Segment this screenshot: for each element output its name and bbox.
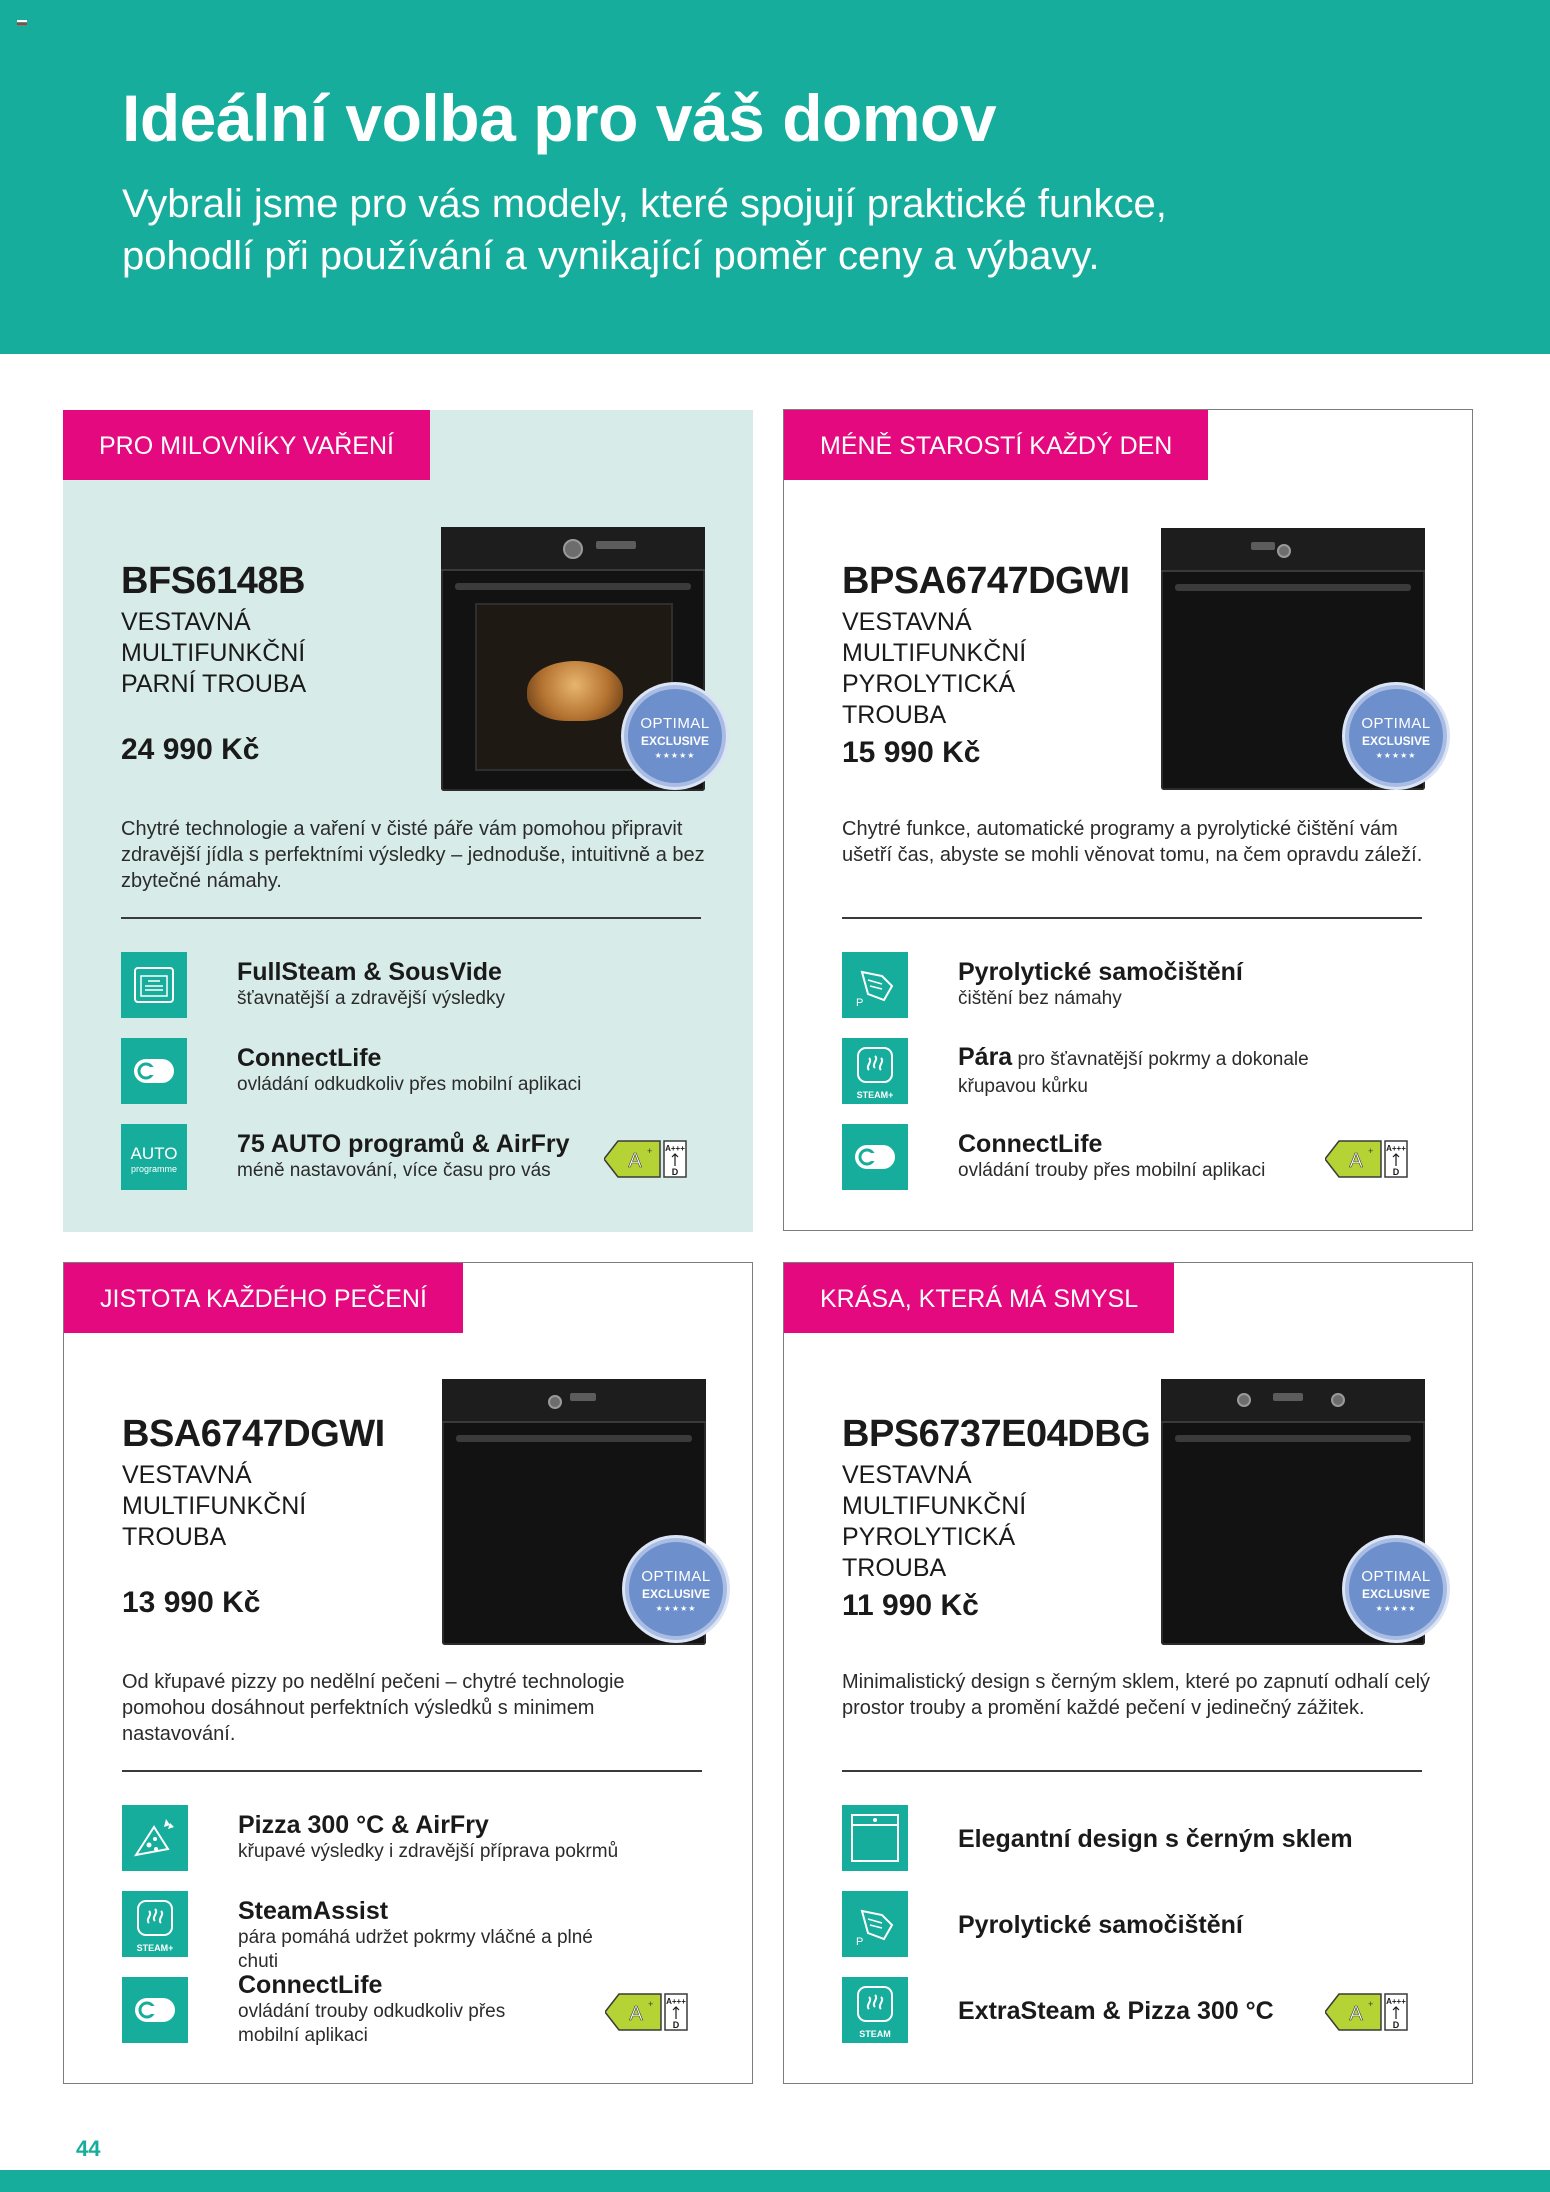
feature-title: Pizza 300 °C & AirFry [238,1811,489,1839]
feature-item [121,1038,721,1106]
badge-line: OPTIMAL [1361,715,1431,732]
feature-title: ConnectLife [237,1044,382,1072]
footer-band [0,2170,1550,2192]
bread-image [527,661,623,721]
card-blurb: Chytré funkce, automatické programy a pyrolytické čištění vám ušetří čas, abyste se mohli věnovat tomu, na čem opravdu záleží. [842,818,1423,866]
optimal-exclusive-badge [624,685,726,787]
energy-grade: A [1349,2003,1363,2025]
energy-scale-top: A+++ [1386,1144,1406,1153]
energy-plus: + [1368,1146,1374,1156]
feature-subtitle: pára pomáhá udržet pokrmy vláčné a plné chuti [238,1927,593,1972]
energy-label-icon [605,1991,689,2033]
desc-line: VESTAVNÁ [122,1461,252,1489]
pizza-fan-icon [122,1805,188,1871]
steam-icon [842,1977,908,2043]
feature-subtitle: křupavé výsledky i zdravější příprava pokrmů [238,1841,619,1862]
badge-line: EXCLUSIVE [1361,1587,1430,1601]
desc-line: MULTIFUNKČNÍ [121,639,306,667]
connectlife-icon [842,1124,908,1190]
desc-line: VESTAVNÁ [842,608,972,636]
page-number: 44 [76,2136,101,2161]
desc-line: VESTAVNÁ [842,1461,972,1489]
badge-line: OPTIMAL [1361,1568,1431,1585]
feature-subtitle: pro šťavnatější pokrmy a dokonale křupavou kůrku [958,1049,1309,1097]
card-tag: MÉNĚ STAROSTÍ KAŽDÝ DEN [784,410,1208,480]
subtitle-line: pohodlí při používání a vynikající poměr ceny a výbavy. [122,234,1100,278]
feature-subtitle: čištění bez námahy [958,988,1122,1009]
card-blurb: Od křupavé pizzy po nedělní pečeni – chytré technologie pomohou dosáhnout perfektních výsledků s minimem nastavování. [122,1671,625,1745]
icon-caption: STEAM+ [136,1943,174,1953]
card-tag: PRO MILOVNÍKY VAŘENÍ [63,410,430,480]
product-description [122,1460,382,1553]
card-tag: KRÁSA, KTERÁ MÁ SMYSL [784,1263,1174,1333]
feature-item [842,1805,1442,1873]
divider [842,1770,1422,1772]
feature-item [842,952,1442,1020]
feature-title: FullSteam & SousVide [237,958,502,986]
badge-line: OPTIMAL [641,1568,711,1585]
model-name: BSA6747DGWI [122,1413,385,1455]
icon-caption: programme [130,1164,177,1174]
auto-programme-icon [121,1124,187,1190]
desc-line: VESTAVNÁ [121,608,251,636]
product-description [842,607,1102,731]
card-blurb: Minimalistický design s černým sklem, které po zapnutí odhalí celý prostor trouby a promění každé pečení v jedinečný zážitek. [842,1671,1431,1719]
energy-label-icon [1325,1991,1409,2033]
steam-plus-icon [842,1038,908,1104]
desc-line: MULTIFUNKČNÍ [842,1492,1027,1520]
badge-line: EXCLUSIVE [641,1587,710,1601]
badge-stars: ★★★★★ [1375,1604,1417,1613]
pyrolytic-hand-icon [842,952,908,1018]
connectlife-icon [122,1977,188,2043]
desc-line: TROUBA [842,701,947,729]
energy-plus: + [1368,1999,1374,2009]
energy-scale-bottom: D [671,1167,679,1177]
model-name: BPSA6747DGWI [842,560,1130,602]
card-blurb: Chytré technologie a vaření v čisté páře vám pomohou připravit zdravější jídla s perfektními výsledky – jednoduše, intuitivně a bez zbytečné námahy. [121,818,705,892]
product-description [121,607,381,700]
price: 11 990 Kč [842,1589,979,1622]
model-name: BFS6148B [121,560,305,602]
desc-line: MULTIFUNKČNÍ [842,639,1027,667]
product-card[interactable] [783,1262,1473,2084]
divider [122,1770,702,1772]
product-card[interactable] [783,409,1473,1231]
feature-item [121,952,721,1020]
feature-subtitle: šťavnatější a zdravější výsledky [237,988,505,1009]
energy-grade: A [1349,1150,1363,1172]
energy-scale-top: A+++ [1386,1997,1406,2006]
feature-title: Pyrolytické samočištění [958,958,1243,986]
badge-stars: ★★★★★ [654,751,696,760]
subtitle-line: Vybrali jsme pro vás modely, které spojují praktické funkce, [122,182,1167,226]
price: 24 990 Kč [121,733,260,766]
energy-grade: A [629,2003,643,2025]
feature-subtitle: ovládání trouby přes mobilní aplikaci [958,1160,1266,1181]
badge-line: EXCLUSIVE [640,734,709,748]
energy-label-icon [1325,1138,1409,1180]
energy-scale-top: A+++ [666,1997,686,2006]
pyrolytic-hand-icon [842,1891,908,1957]
icon-caption: STEAM+ [856,1090,894,1100]
price: 13 990 Kč [122,1586,261,1619]
energy-label-icon [604,1138,688,1180]
svg-text:P: P [856,1936,864,1948]
feature-item [122,1805,722,1873]
desc-line: MULTIFUNKČNÍ [122,1492,307,1520]
icon-caption: STEAM [859,2029,891,2039]
badge-stars: ★★★★★ [1375,751,1417,760]
divider [842,917,1422,919]
feature-title: Elegantní design s černým sklem [958,1825,1353,1853]
feature-title: ConnectLife [958,1130,1103,1158]
page-subtitle [122,178,1422,282]
product-description [842,1460,1102,1584]
feature-title: Pára [958,1043,1013,1071]
optimal-exclusive-badge [1345,685,1447,787]
oven-outline-icon [842,1805,908,1871]
feature-subtitle: méně nastavování, více času pro vás [237,1160,551,1181]
energy-plus: + [648,1999,654,2009]
energy-plus: + [647,1146,653,1156]
divider [121,917,701,919]
feature-title: ConnectLife [238,1971,383,1999]
energy-scale-bottom: D [672,2020,680,2030]
badge-line: EXCLUSIVE [1361,734,1430,748]
price: 15 990 Kč [842,736,981,769]
steam-oven-icon [121,952,187,1018]
badge-line: OPTIMAL [640,715,710,732]
energy-grade: A [628,1150,642,1172]
desc-line: PYROLYTICKÁ [842,1523,1016,1551]
feature-title: Pyrolytické samočištění [958,1911,1243,1939]
feature-title: SteamAssist [238,1897,389,1925]
badge-stars: ★★★★★ [655,1604,697,1613]
header-band [0,0,1550,354]
feature-title: ExtraSteam & Pizza 300 °C [958,1997,1274,2025]
feature-text [958,1044,1378,1100]
flag-mark [17,20,27,28]
feature-subtitle: ovládání trouby odkudkoliv přes mobilní aplikaci [238,2001,506,2046]
optimal-exclusive-badge [625,1538,727,1640]
feature-item [122,1891,722,1972]
product-card[interactable] [63,1262,753,2084]
svg-text:P: P [856,997,864,1009]
card-tag: JISTOTA KAŽDÉHO PEČENÍ [64,1263,463,1333]
connectlife-icon [121,1038,187,1104]
energy-scale-top: A+++ [665,1144,685,1153]
feature-item [842,1891,1442,1959]
product-card[interactable] [63,410,753,1232]
energy-scale-bottom: D [1392,2020,1400,2030]
desc-line: TROUBA [122,1523,227,1551]
desc-line: PARNÍ TROUBA [121,670,307,698]
feature-title: 75 AUTO programů & AirFry [237,1130,570,1158]
model-name: BPS6737E04DBG [842,1413,1151,1455]
energy-scale-bottom: D [1392,1167,1400,1177]
desc-line: TROUBA [842,1554,947,1582]
feature-item [842,1038,1442,1106]
steam-plus-icon [122,1891,188,1957]
icon-text: AUTO [130,1144,178,1163]
desc-line: PYROLYTICKÁ [842,670,1016,698]
page-title: Ideální volba pro váš domov [122,81,997,155]
feature-subtitle: ovládání odkudkoliv přes mobilní aplikaci [237,1074,582,1095]
optimal-exclusive-badge [1345,1538,1447,1640]
